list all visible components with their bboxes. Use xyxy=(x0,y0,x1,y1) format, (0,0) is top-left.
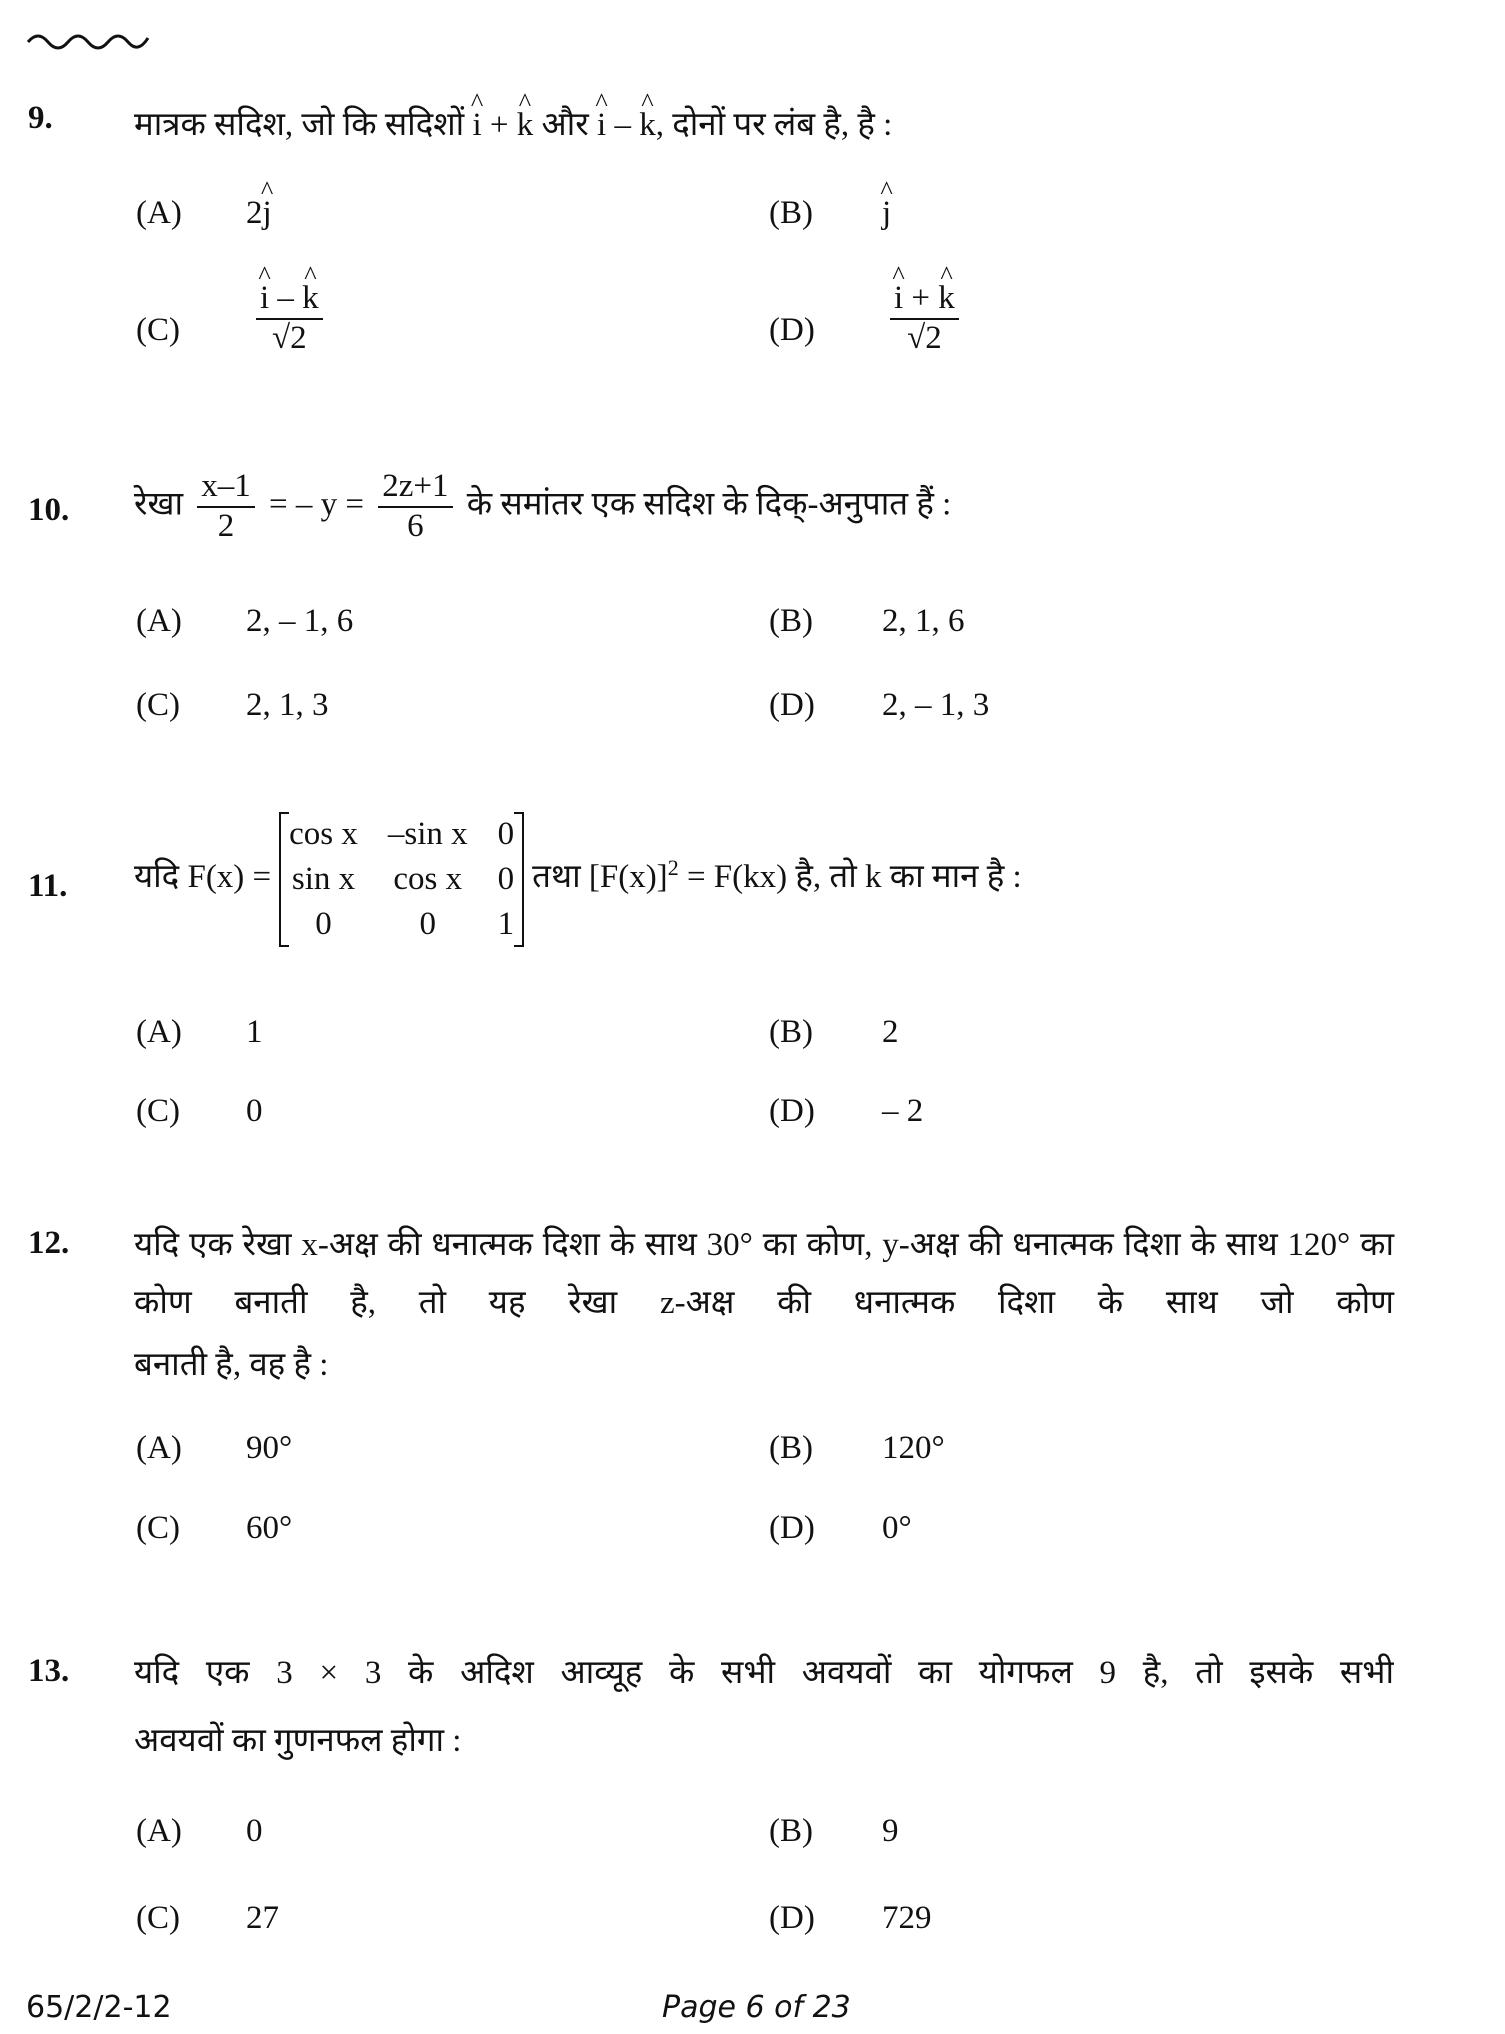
matrix xyxy=(279,812,524,947)
text: 2 xyxy=(246,195,263,231)
text: और xyxy=(541,107,589,143)
question-number: 12. xyxy=(28,1225,70,1261)
option-c: 2, 1, 3 xyxy=(246,687,329,723)
option-label: (A) xyxy=(136,603,182,639)
option-d: 0° xyxy=(882,1510,912,1546)
op: – xyxy=(614,107,631,143)
denominator: 6 xyxy=(407,507,424,544)
op: + xyxy=(911,280,931,316)
option-label: (B) xyxy=(769,195,813,231)
matrix-cell: sin x xyxy=(291,861,356,897)
option-a: 90° xyxy=(246,1430,293,1466)
option-b: 9 xyxy=(882,1813,899,1849)
option-b: 2 xyxy=(882,1014,899,1050)
option-c: 0 xyxy=(246,1093,263,1129)
vector: ^ i xyxy=(597,107,606,144)
page-number: Page 6 of 23 xyxy=(662,1990,851,2025)
option-d: 729 xyxy=(882,1900,932,1936)
vector: ^ j xyxy=(882,195,891,232)
option-label: (B) xyxy=(769,603,813,639)
denominator: √2 xyxy=(272,319,307,356)
op: – xyxy=(277,280,294,316)
question-text xyxy=(134,812,1022,947)
numerator: 2z+1 xyxy=(378,468,452,508)
option-label: (C) xyxy=(136,687,180,723)
option-label: (D) xyxy=(769,687,815,723)
text: = F(kx) है, तो k का मान है : xyxy=(678,859,1022,896)
option-label: (C) xyxy=(136,312,180,348)
option-a xyxy=(246,195,272,232)
numerator: x–1 xyxy=(197,468,255,508)
denominator: √2 xyxy=(907,319,942,356)
text: = – y = xyxy=(269,486,365,523)
option-c: 60° xyxy=(246,1510,293,1546)
option-c xyxy=(250,280,329,358)
option-a: 2, – 1, 6 xyxy=(246,603,354,639)
text: रेखा xyxy=(134,486,184,523)
option-label: (C) xyxy=(136,1510,180,1546)
option-label: (B) xyxy=(769,1813,813,1849)
option-label: (A) xyxy=(136,1430,182,1466)
option-label: (D) xyxy=(769,312,815,348)
matrix-cell: 0 xyxy=(419,906,437,942)
question-number: 13. xyxy=(28,1653,70,1689)
matrix-cell: 0 xyxy=(497,816,515,852)
option-label: (B) xyxy=(769,1014,813,1050)
matrix-cell: cos x xyxy=(289,816,358,852)
exponent: 2 xyxy=(667,855,679,881)
matrix-cell: 1 xyxy=(497,906,515,942)
option-d xyxy=(884,280,965,358)
option-label: (A) xyxy=(136,195,182,231)
text: , दोनों पर लंब है, है : xyxy=(655,107,893,143)
matrix-cell: –sin x xyxy=(387,816,468,852)
option-label: (D) xyxy=(769,1900,815,1936)
option-a: 0 xyxy=(246,1813,263,1849)
vector: ^ k xyxy=(938,280,955,318)
option-label: (D) xyxy=(769,1093,815,1129)
question-text xyxy=(134,468,951,546)
option-b xyxy=(882,195,891,232)
text: तथा [F(x)] xyxy=(532,859,668,896)
option-d: – 2 xyxy=(882,1093,924,1129)
matrix-cell: 0 xyxy=(497,861,515,897)
text: यदि F(x) = xyxy=(134,859,272,896)
text: मात्रक सदिश, जो कि सदिशों xyxy=(134,107,465,143)
option-label: (A) xyxy=(136,1813,182,1849)
question-text: यदि एक 3 × 3 के अदिश आव्यूह के सभी अवयवों का योगफल 9 है, तो इसके सभी xyxy=(134,1655,1394,1691)
option-b: 120° xyxy=(882,1430,945,1466)
matrix-cell: 0 xyxy=(315,906,332,942)
option-label: (C) xyxy=(136,1093,180,1129)
question-number: 9. xyxy=(28,100,53,136)
question-number: 11. xyxy=(28,868,68,904)
question-text: यदि एक रेखा x-अक्ष की धनात्मक दिशा के साथ 30° का कोण, y-अक्ष की धनात्मक दिशा के साथ 120° का कोण बनाती है, तो यह रेखा z-अक्ष की धनात्मक दिशा के साथ जो कोण xyxy=(134,1227,1394,1321)
option-label: (A) xyxy=(136,1014,182,1050)
option-label: (B) xyxy=(769,1430,813,1466)
question-text-end: अवयवों का गुणनफल होगा : xyxy=(134,1723,462,1759)
option-d: 2, – 1, 3 xyxy=(882,687,990,723)
option-b: 2, 1, 6 xyxy=(882,603,965,639)
option-a: 1 xyxy=(246,1014,263,1050)
vector: ^ j xyxy=(263,195,272,232)
question-number: 10. xyxy=(28,492,70,528)
option-c: 27 xyxy=(246,1900,279,1936)
denominator: 2 xyxy=(217,507,235,544)
vector: ^ k xyxy=(639,107,656,144)
option-label: (C) xyxy=(136,1900,180,1936)
vector: ^ k xyxy=(302,280,319,318)
question-text-end: बनाती है, वह है : xyxy=(134,1347,329,1383)
vector: ^ i xyxy=(260,280,269,318)
matrix-cell: cos x xyxy=(393,861,463,897)
question-text xyxy=(134,100,892,145)
option-label: (D) xyxy=(769,1510,815,1546)
text: के समांतर एक सदिश के दिक्-अनुपात हैं : xyxy=(466,486,952,523)
vector: ^ i xyxy=(894,280,903,318)
vector: ^ i xyxy=(472,107,481,144)
squiggle-mark xyxy=(26,28,156,52)
paper-code: 65/2/2-12 xyxy=(26,1990,172,2025)
op: + xyxy=(489,107,509,143)
vector: ^ k xyxy=(517,107,534,144)
